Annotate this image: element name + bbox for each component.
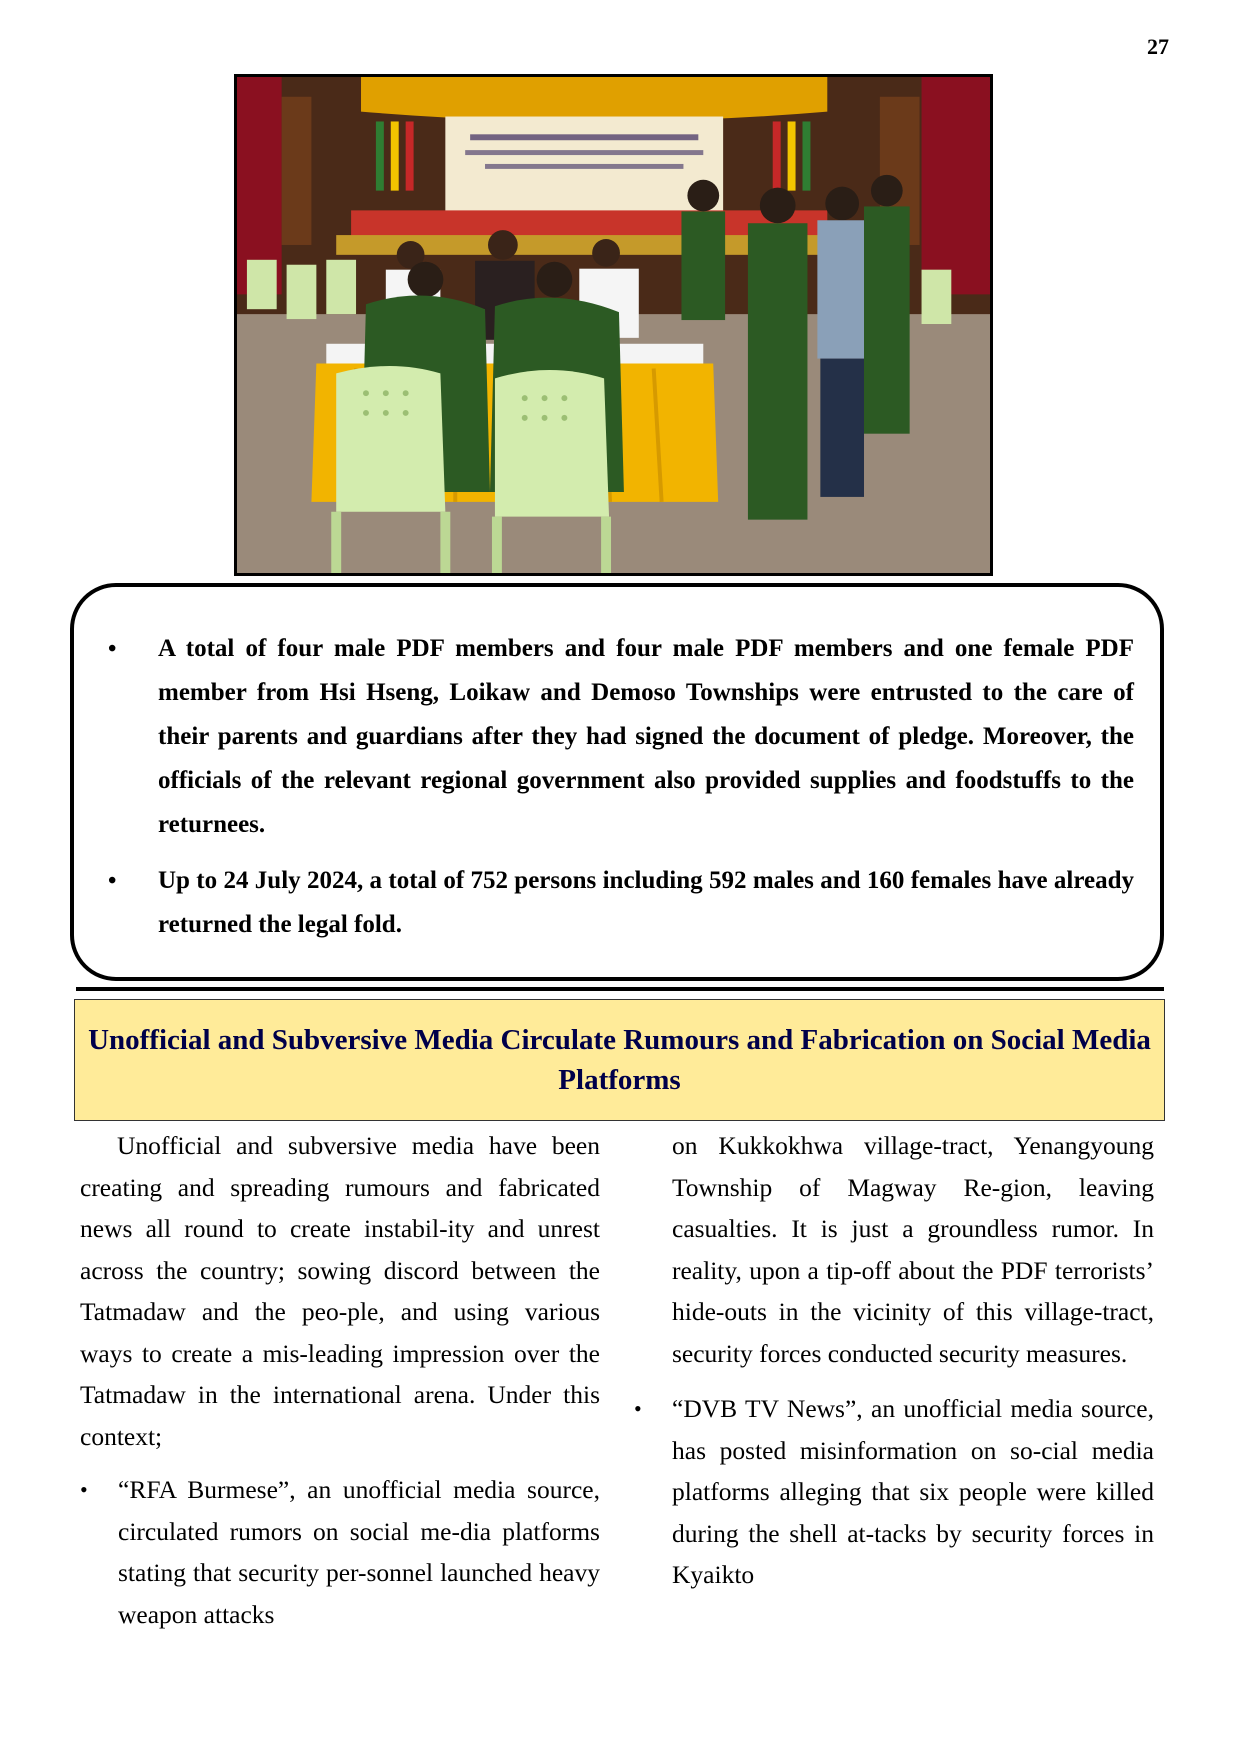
photo-curtain-right bbox=[922, 77, 990, 294]
intro-paragraph: Unofficial and subversive media have been creating and spreading rumours and fabricated news all round to create instabil-ity and unrest across the country; sowing discord between the Tatmadaw and the peo-ple, and using various ways to create a mis-leading impression over the Tatmadaw in the international arena. Under this context; bbox=[80, 1131, 600, 1451]
photo-flag bbox=[773, 121, 781, 190]
article-list-right bbox=[634, 1388, 1154, 1596]
summary-box bbox=[70, 583, 1164, 981]
summary-list bbox=[100, 627, 1134, 947]
photo-front-chair bbox=[336, 366, 445, 512]
summary-bullet: • Up to 24 July 2024, a total of 752 persons including 592 males and 160 females have already returned the legal fold. bbox=[100, 859, 1134, 947]
continuation-paragraph: on Kukkokhwa village-tract, Yenangyoung Township of Magway Re-gion, leaving casualties. It is just a groundless rumor. In reality, upon a tip-off about the PDF terrorists’ hide-outs in the vicinity of this village-tract, security forces conducted security measures. bbox=[672, 1131, 1154, 1368]
photo-officer-body bbox=[681, 211, 725, 320]
article-column-right bbox=[634, 1125, 1154, 1596]
photo-officer-head bbox=[871, 175, 903, 207]
photo-banner-text-3 bbox=[485, 164, 683, 169]
photo-flag bbox=[391, 121, 399, 190]
photo-officer-head bbox=[760, 188, 796, 224]
photo-soldier-head bbox=[537, 262, 573, 298]
photo-person-head bbox=[592, 239, 620, 267]
photo-illustration bbox=[237, 77, 990, 573]
photo-officer-body bbox=[864, 206, 910, 433]
photo-officer-body bbox=[748, 223, 808, 519]
photo-banner-text-1 bbox=[470, 134, 698, 140]
photo-banner-text-2 bbox=[465, 150, 703, 155]
photo-flag bbox=[406, 121, 414, 190]
photo-flag bbox=[802, 121, 810, 190]
photo-officer-head bbox=[825, 187, 859, 221]
photo-person-head bbox=[488, 230, 518, 260]
page-number: 27 bbox=[1147, 34, 1169, 59]
article-bullet: • “DVB TV News”, an unofficial media source, has posted misinformation on so-cial media platforms alleging that six people were killed during the shell at-tacks by security forces in Kyaikto bbox=[634, 1388, 1154, 1596]
summary-bullet: • A total of four male PDF members and four male PDF members and one female PDF member from Hsi Hseng, Loikaw and Demoso Townships were entrusted to the care of their parents and guardians after they had signed the document of pledge. Moreover, the officials of the relevant regional government also provided supplies and foodstuffs to the returnees. bbox=[100, 627, 1134, 847]
section-heading-box bbox=[74, 999, 1165, 1121]
photo-soldier-head bbox=[408, 262, 444, 298]
photo-officer-shirt bbox=[817, 220, 867, 358]
event-photo bbox=[234, 74, 993, 576]
photo-front-chair bbox=[495, 370, 609, 517]
photo-panel-left bbox=[282, 97, 312, 245]
section-title: Unofficial and Subversive Media Circulate Rumours and Fabrication on Social Media Platforms bbox=[88, 1024, 1151, 1096]
photo-officer-head bbox=[687, 180, 719, 212]
photo-officer-trousers bbox=[820, 359, 864, 497]
photo-flag bbox=[788, 121, 796, 190]
article-list-left bbox=[80, 1469, 600, 1635]
photo-valance bbox=[361, 77, 827, 121]
section-divider bbox=[76, 987, 1164, 991]
photo-flag bbox=[376, 121, 384, 190]
article-bullet: • “RFA Burmese”, an unofficial media source, circulated rumors on social me-dia platforms stating that security per-sonnel launched heavy weapon attacks bbox=[80, 1469, 600, 1635]
article-column-left bbox=[80, 1125, 600, 1635]
